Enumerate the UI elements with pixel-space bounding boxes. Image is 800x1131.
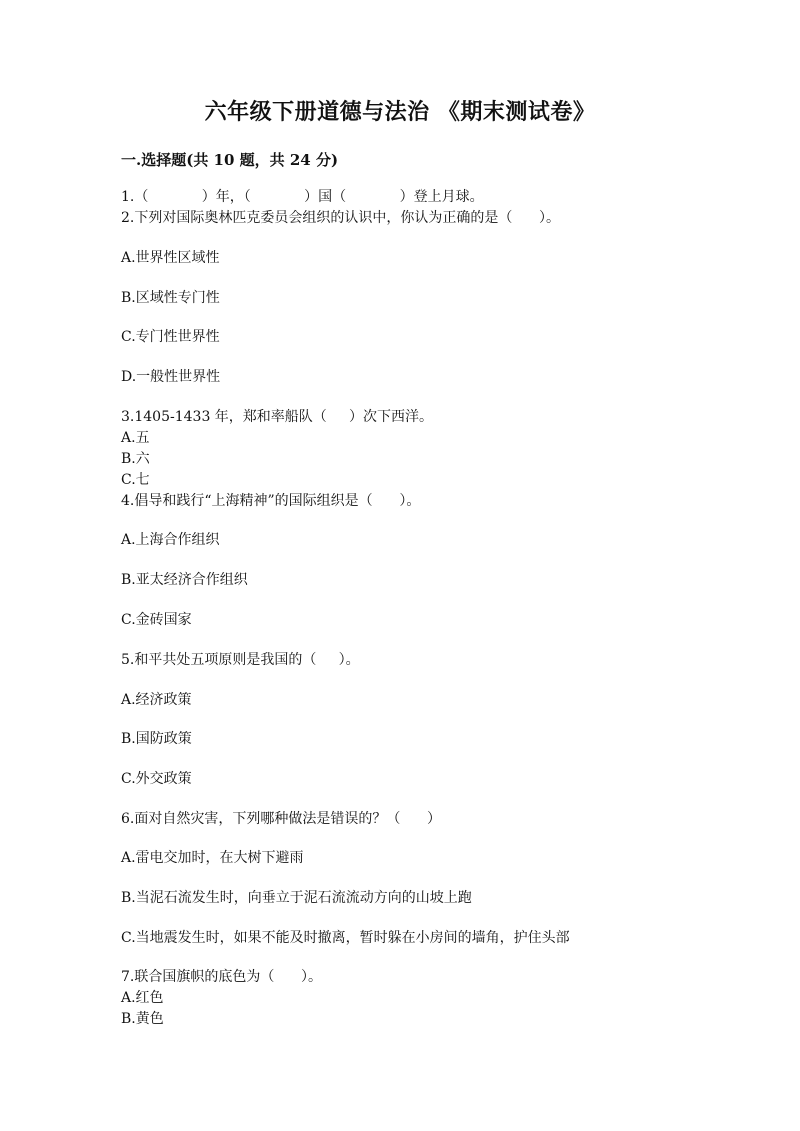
question-4-option-b: B.亚太经济合作组织 [121, 572, 248, 588]
question-5-option-a: A.经济政策 [121, 692, 192, 708]
exam-title: 六年级下册道德与法治 《期末测试卷》 [204, 99, 596, 125]
question-6-option-c: C.当地震发生时，如果不能及时撤离，暂时躲在小房间的墙角，护住头部 [121, 930, 570, 946]
question-6-option-b: B.当泥石流发生时，向垂立于泥石流流动方向的山坡上跑 [121, 890, 472, 906]
question-7-option-b: B.黄色 [121, 1011, 164, 1027]
question-7-stem: 7.联合国旗帜的底色为（ ）。 [121, 969, 323, 985]
question-2-option-c: C.专门性世界性 [121, 329, 220, 345]
question-7-option-a: A.红色 [121, 990, 164, 1006]
question-3-stem: 3.1405-1433 年，郑和率船队（ ）次下西洋。 [121, 409, 434, 425]
question-3-option-b: B.六 [121, 451, 150, 467]
question-1-stem: 1.（ ）年，（ ）国（ ）登上月球。 [121, 189, 484, 205]
question-2-option-a: A.世界性区域性 [121, 250, 220, 266]
question-6-option-a: A.雷电交加时，在大树下避雨 [121, 850, 304, 866]
question-4-option-c: C.金砖国家 [121, 612, 192, 628]
question-5-stem: 5.和平共处五项原则是我国的（ ）。 [121, 652, 360, 668]
question-6-stem: 6.面对自然灾害，下列哪种做法是错误的？（ ） [121, 811, 442, 827]
question-3-option-c: C.七 [121, 472, 150, 488]
section-heading: 一.选择题(共 10 题，共 24 分) [121, 151, 339, 169]
question-5-option-c: C.外交政策 [121, 771, 192, 787]
question-5-option-b: B.国防政策 [121, 731, 192, 747]
question-2-stem: 2.下列对国际奥林匹克委员会组织的认识中，你认为正确的是（ ）。 [121, 210, 561, 226]
question-4-stem: 4.倡导和践行“上海精神”的国际组织是（ ）。 [121, 493, 421, 509]
question-2-option-b: B.区域性专门性 [121, 290, 220, 306]
question-3-option-a: A.五 [121, 430, 150, 446]
question-2-option-d: D.一般性世界性 [121, 369, 221, 385]
question-4-option-a: A.上海合作组织 [121, 532, 220, 548]
